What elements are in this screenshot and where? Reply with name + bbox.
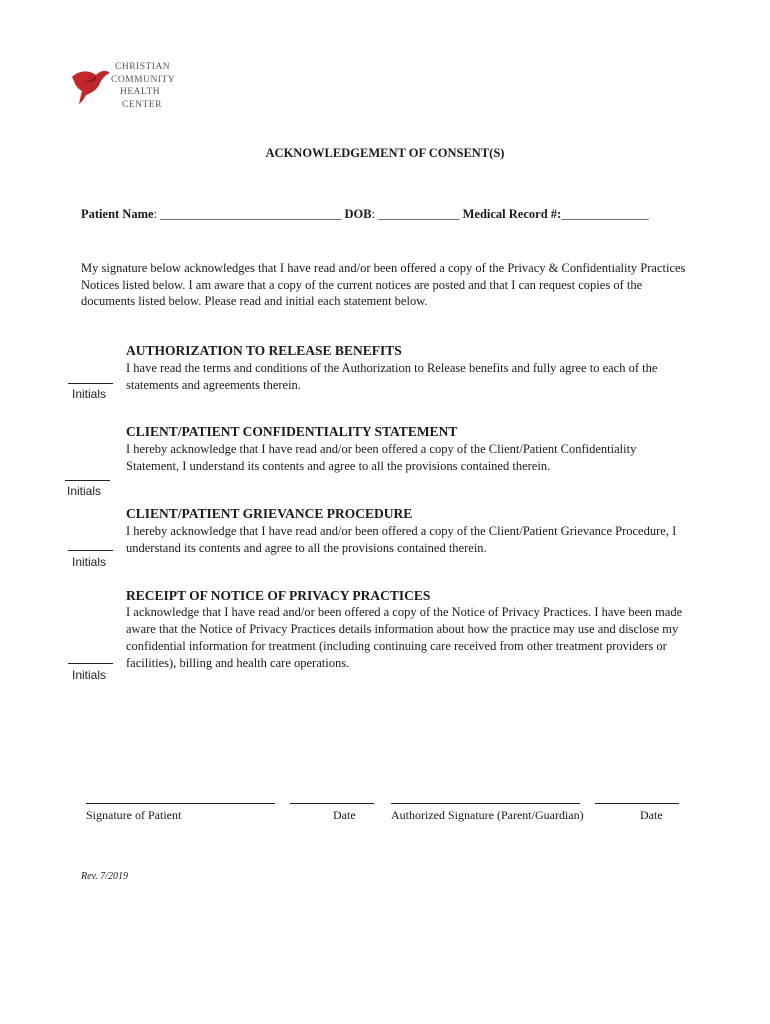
section-3-heading: CLIENT/PATIENT GRIEVANCE PROCEDURE bbox=[126, 506, 413, 521]
section-2-initials-label: Initials bbox=[67, 484, 102, 498]
section-3-body: I hereby acknowledge that I have read and/or been offered a copy of the Client/Patient Grievance Procedure, I understand its contents and agree to all the provisions contained therein. bbox=[126, 524, 677, 555]
section-3-initials-line[interactable] bbox=[68, 550, 113, 551]
logo-line-1: CHRISTIAN bbox=[115, 62, 171, 72]
section-2-heading: CLIENT/PATIENT CONFIDENTIALITY STATEMENT bbox=[126, 424, 458, 439]
medical-record-label: Medical Record #: bbox=[462, 207, 562, 221]
patient-info-line bbox=[81, 207, 649, 222]
section-4-initials-label: Initials bbox=[72, 668, 107, 682]
section-1-body: I have read the terms and conditions of the Authorization to Release benefits and fully agree to each of the statements and agreements therein. bbox=[126, 361, 658, 392]
bird-icon bbox=[70, 63, 112, 105]
logo-line-4: CENTER bbox=[122, 99, 162, 110]
section-3-initials-label: Initials bbox=[72, 555, 107, 569]
document-title: ACKNOWLEDGEMENT OF CONSENT(S) bbox=[265, 146, 505, 160]
section-4-body: I acknowledge that I have read and/or been offered a copy of the Notice of Privacy Practices. I have been made aware that the Notice of Privacy Practices details information about how the practice may use and disclose my confidential information for treatment (including continuing care received from other treatment providers or facilities), billing and health care operations. bbox=[126, 605, 683, 670]
dob-field[interactable]: : _____________ bbox=[371, 207, 460, 221]
logo bbox=[70, 60, 180, 110]
date-1-line[interactable] bbox=[290, 803, 374, 804]
patient-name-field[interactable]: : _____________________________ bbox=[153, 207, 342, 221]
section-4-initials-line[interactable] bbox=[68, 663, 113, 664]
patient-signature-label: Signature of Patient bbox=[86, 808, 182, 822]
section-4-heading: RECEIPT OF NOTICE OF PRIVACY PRACTICES bbox=[126, 588, 431, 603]
patient-signature-line[interactable] bbox=[86, 803, 275, 804]
revision-note: Rev. 7/2019 bbox=[81, 871, 129, 882]
medical-record-field[interactable]: ______________ bbox=[561, 207, 649, 221]
date-2-line[interactable] bbox=[595, 803, 679, 804]
date-1-label: Date bbox=[333, 808, 356, 822]
dob-label: DOB bbox=[344, 207, 372, 221]
section-1-initials-label: Initials bbox=[72, 387, 107, 401]
logo-line-3: HEALTH bbox=[120, 87, 161, 97]
date-2-label: Date bbox=[640, 808, 663, 822]
intro-paragraph: My signature below acknowledges that I have read and/or been offered a copy of the Privacy & Confidentiality Practices Notices listed below. I am aware that a copy of the current notices are posted and that I can request copies of the documents listed below. Please read and initial each statement below. bbox=[81, 261, 686, 308]
section-1-heading: AUTHORIZATION TO RELEASE BENEFITS bbox=[126, 343, 402, 358]
section-2-initials-line[interactable] bbox=[65, 480, 110, 481]
section-1-initials-line[interactable] bbox=[68, 383, 113, 384]
section-2-body: I hereby acknowledge that I have read and/or been offered a copy of the Client/Patient Confidentiality Statement, I understand its contents and agree to all the provisions contained therein. bbox=[126, 442, 637, 473]
authorized-signature-line[interactable] bbox=[391, 803, 580, 804]
authorized-signature-label: Authorized Signature (Parent/Guardian) bbox=[391, 808, 584, 822]
patient-name-label: Patient Name bbox=[81, 207, 154, 221]
logo-line-2: COMMUNITY bbox=[111, 74, 176, 85]
